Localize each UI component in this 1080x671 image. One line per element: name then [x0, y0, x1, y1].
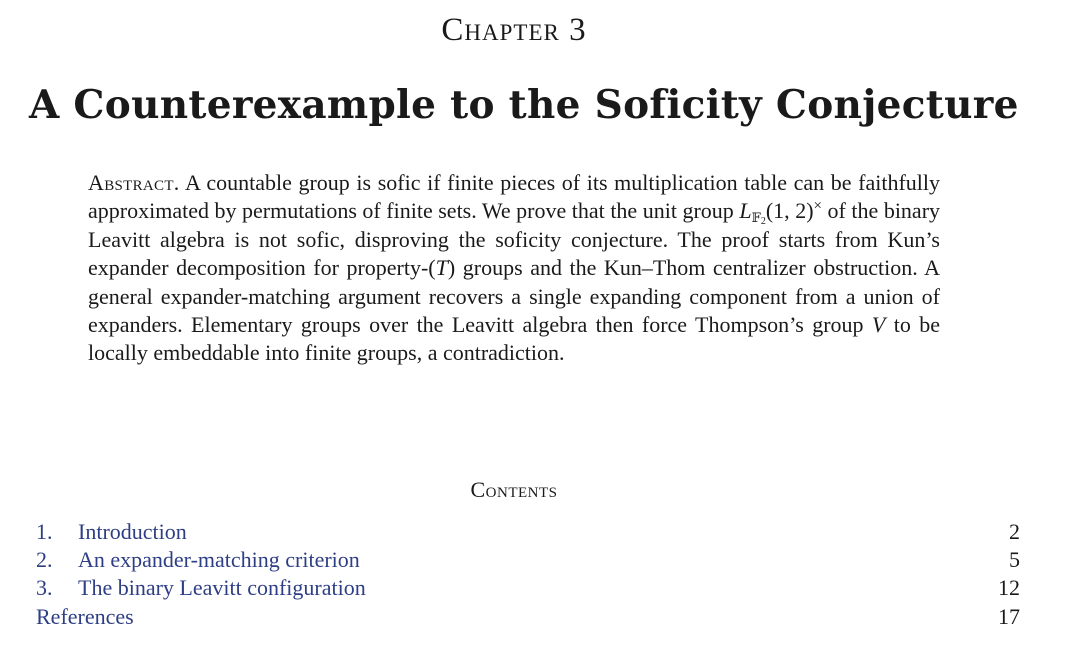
- toc-label: Introduction: [78, 519, 187, 544]
- chapter-label: Chapter 3: [441, 12, 587, 48]
- abstract-text-1: A countable group is sofic if finite pieces of its multiplication table can be faithfully approximated by permutations of finite sets. We prove that the unit group: [88, 170, 940, 224]
- paper-title: A Counterexample to the Soficity Conjecture: [29, 82, 1019, 128]
- toc-link-introduction[interactable]: [36, 519, 187, 544]
- toc-link-references[interactable]: [36, 604, 134, 629]
- toc-label: References: [36, 603, 134, 629]
- toc-link-binary-leavitt-configuration[interactable]: [36, 575, 366, 600]
- toc-number: 3.: [36, 575, 53, 601]
- toc-entry-binary-leavitt-configuration: [36, 574, 1020, 602]
- toc-number: 2.: [36, 547, 53, 573]
- toc-page-number: 12: [998, 575, 1020, 601]
- toc-entry-introduction: [36, 518, 1020, 546]
- toc-label: The binary Leavitt configuration: [78, 575, 366, 601]
- abstract-text-2: of the binary Leavitt algebra is not sofic, disproving the soficity conjecture. The proof starts from Kun’s expander decomposition for property-(: [88, 198, 941, 281]
- math-field-subscript: 2: [760, 216, 766, 228]
- math-superscript: ×: [813, 198, 822, 215]
- toc-page-number: 2: [1009, 519, 1020, 544]
- abstract-text-3: ) groups and the Kun–Thom centralizer obstruction. A general expander-matching argument recovers a single expanding component from a union of expanders. Elementary groups over the Leavitt algebra then force Thompson’s group: [88, 255, 940, 338]
- contents-heading: Contents: [470, 477, 558, 502]
- math-L: L: [739, 198, 752, 224]
- toc-label: An expander-matching criterion: [78, 547, 360, 573]
- table-of-contents: [36, 518, 1020, 631]
- toc-entry-expander-matching-criterion: [36, 546, 1020, 574]
- toc-entry-references: [36, 603, 1020, 631]
- math-args: (1, 2): [765, 198, 814, 224]
- math-V: V: [871, 312, 886, 338]
- abstract-text-4: to be locally embeddable into finite groups, a contradiction.: [88, 312, 941, 366]
- toc-page-number: 5: [1009, 547, 1020, 573]
- abstract: [88, 169, 940, 368]
- math-field-symbol: 𝔽: [751, 210, 761, 226]
- toc-number: 1.: [36, 519, 53, 544]
- abstract-lead: Abstract.: [88, 170, 180, 195]
- abstract-math-unit-group: [739, 198, 822, 228]
- math-T: T: [435, 255, 448, 281]
- toc-page-number: 17: [998, 603, 1020, 629]
- toc-link-expander-matching-criterion[interactable]: [36, 547, 360, 572]
